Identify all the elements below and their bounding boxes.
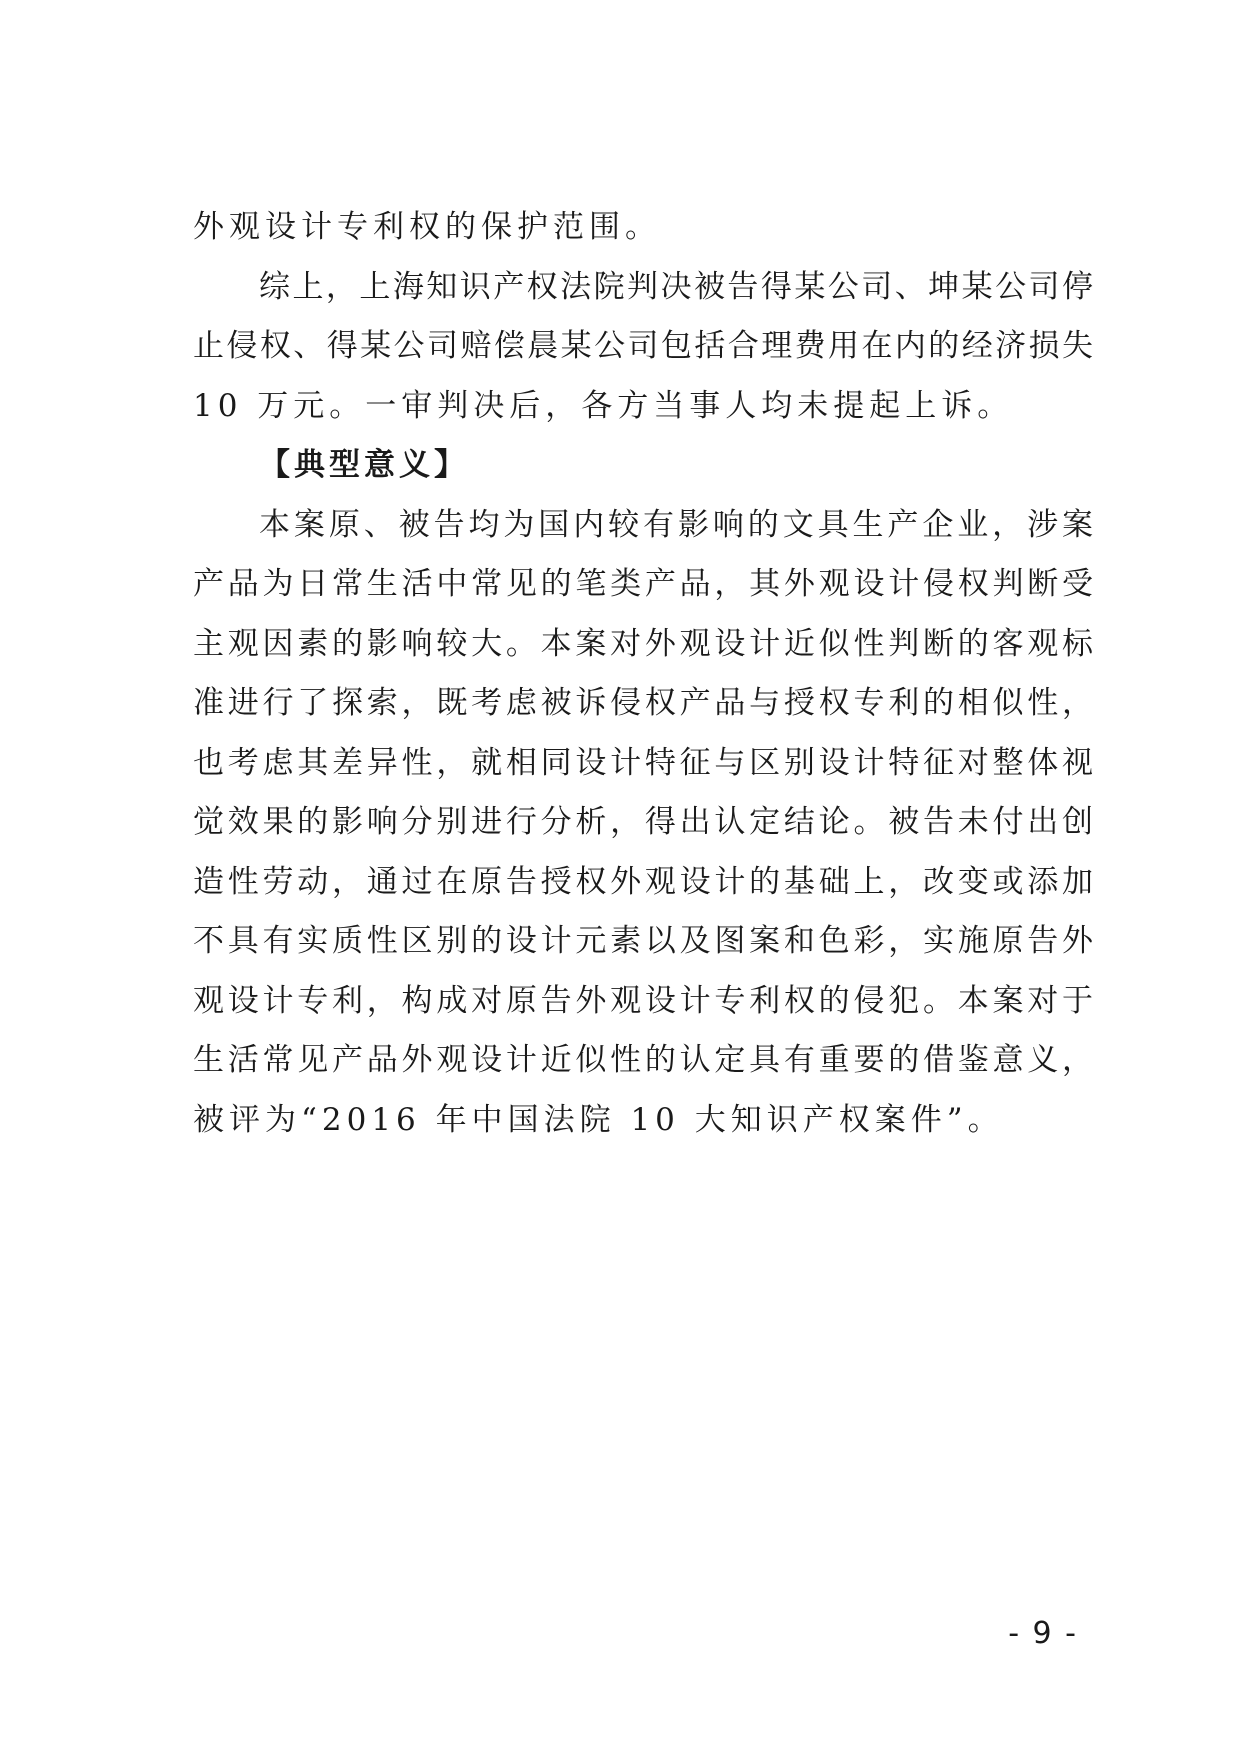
- text-line: 准进行了探索，既考虑被诉侵权产品与授权专利的相似性，: [193, 685, 1093, 721]
- text-line: 主观因素的影响较大。本案对外观设计近似性判断的客观标: [193, 625, 1093, 662]
- text-line: 造性劳动，通过在原告授权外观设计的基础上，改变或添加: [193, 863, 1093, 900]
- page-number: - 9 -: [1008, 1616, 1078, 1651]
- text-line: 10 万元。一审判决后，各方当事人均未提起上诉。: [193, 387, 1014, 424]
- paragraph-judgment-summary: [193, 258, 1093, 437]
- text-line: 综上，上海知识产权法院判决被告得某公司、坤某公司停: [259, 268, 1093, 305]
- text-line: 止侵权、得某公司赔偿晨某公司包括合理费用在内的经济损失: [193, 328, 1093, 364]
- text-line: 本案原、被告均为国内较有影响的文具生产企业，涉案: [259, 506, 1093, 543]
- text-line: 产品为日常生活中常见的笔类产品，其外观设计侵权判断受: [193, 566, 1093, 602]
- text-line: 观设计专利，构成对原告外观设计专利权的侵犯。本案对于: [193, 982, 1093, 1019]
- paragraph-continuation: [193, 198, 1093, 258]
- text-line: 生活常见产品外观设计近似性的认定具有重要的借鉴意义，: [193, 1042, 1093, 1078]
- text-line: 外观设计专利权的保护范围。: [193, 209, 661, 245]
- text-line: 被评为“2016 年中国法院 10 大知识产权案件”。: [193, 1101, 1004, 1138]
- paragraph-significance: [193, 496, 1093, 1151]
- document-body: [193, 198, 1093, 1150]
- text-line: 觉效果的影响分别进行分析，得出认定结论。被告未付出创: [193, 804, 1093, 840]
- section-heading: 【典型意义】: [259, 447, 469, 483]
- text-line: 不具有实质性区别的设计元素以及图案和色彩，实施原告外: [193, 923, 1093, 959]
- text-line: 也考虑其差异性，就相同设计特征与区别设计特征对整体视: [193, 744, 1093, 781]
